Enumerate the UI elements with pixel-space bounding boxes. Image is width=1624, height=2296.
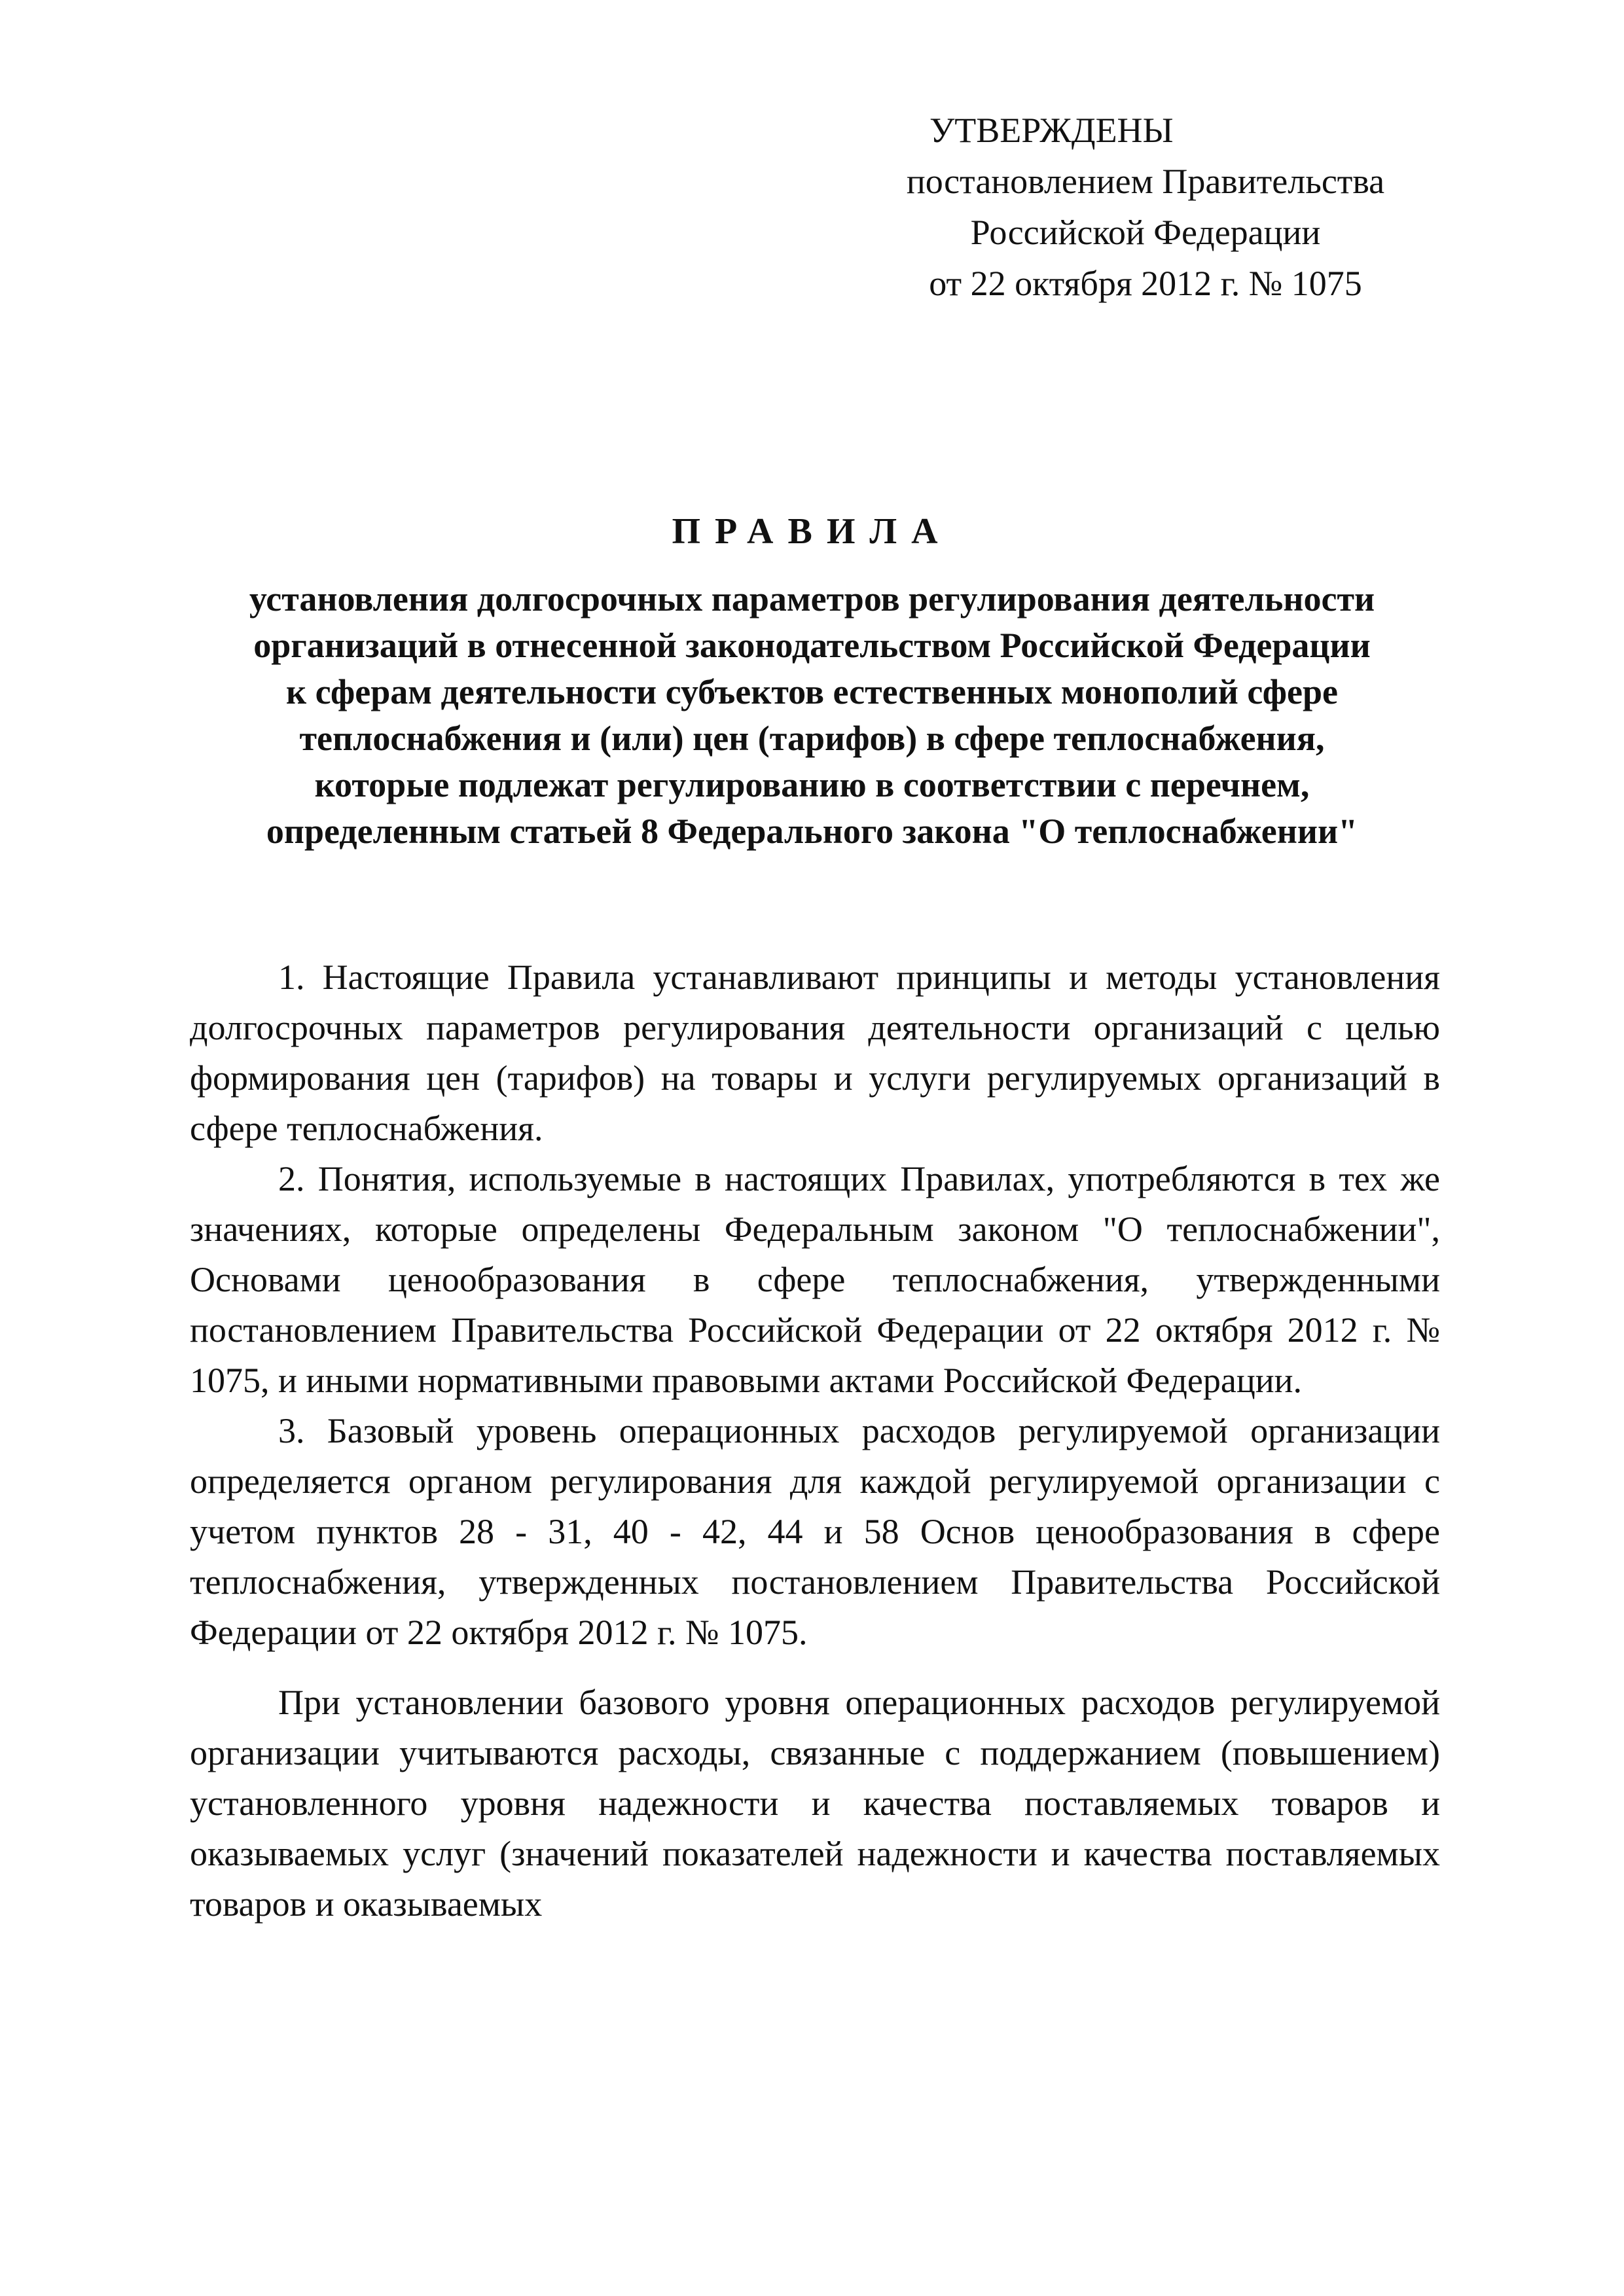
subtitle-line: определенным статьей 8 Федерального закона "О теплоснабжении" [266, 812, 1358, 851]
subtitle-line: к сферам деятельности субъектов естественных монополий сфере [286, 672, 1338, 711]
approval-title: УТВЕРЖДЕНЫ [929, 111, 1174, 150]
paragraph-2: 2. Понятия, используемые в настоящих Правилах, употребляются в тех же значениях, которые определены Федеральным законом "О теплоснабжении", Основами ценообразования в сфере теплоснабжения, утвержденными постановлением Правительства Российской Федерации от 22 октября 2012 г. № 1075, и иными нормативными правовыми актами Российской Федерации. [190, 1159, 1440, 1400]
approval-line-1: постановлением Правительства [906, 162, 1385, 201]
subtitle-line: которые подлежат регулированию в соответствии с перечнем, [314, 765, 1310, 804]
approval-line-2: Российской Федерации [970, 213, 1321, 252]
subtitle-line: теплоснабжения и (или) цен (тарифов) в сфере теплоснабжения, [299, 719, 1325, 758]
rules-subtitle [164, 576, 1460, 855]
approval-block [851, 105, 1440, 309]
document-body [190, 952, 1440, 1929]
paragraph-1: 1. Настоящие Правила устанавливают принципы и методы установления долгосрочных параметров регулирования деятельности организаций с целью формирования цен (тарифов) на товары и услуги регулируемых организаций в сфере теплоснабжения. [190, 958, 1440, 1148]
rules-title: ПРАВИЛА [672, 511, 952, 552]
approval-line-3: от 22 октября 2012 г. № 1075 [929, 264, 1362, 303]
paragraph-3: 3. Базовый уровень операционных расходов регулируемой организации определяется органом регулирования для каждой регулируемой организации с учетом пунктов 28 - 31, 40 - 42, 44 и 58 Основ ценообразования в сфере теплоснабжения, утвержденных постановлением Правительства Российской Федерации от 22 октября 2012 г. № 1075. [190, 1411, 1440, 1652]
paragraph-4: При установлении базового уровня операционных расходов регулируемой организации учитываются расходы, связанные с поддержанием (повышением) установленного уровня надежности и качества поставляемых товаров и оказываемых услуг (значений показателей надежности и качества поставляемых товаров и оказываемых [190, 1683, 1440, 1924]
subtitle-line: установления долгосрочных параметров регулирования деятельности [249, 579, 1375, 619]
subtitle-line: организаций в отнесенной законодательством Российской Федерации [253, 626, 1371, 665]
